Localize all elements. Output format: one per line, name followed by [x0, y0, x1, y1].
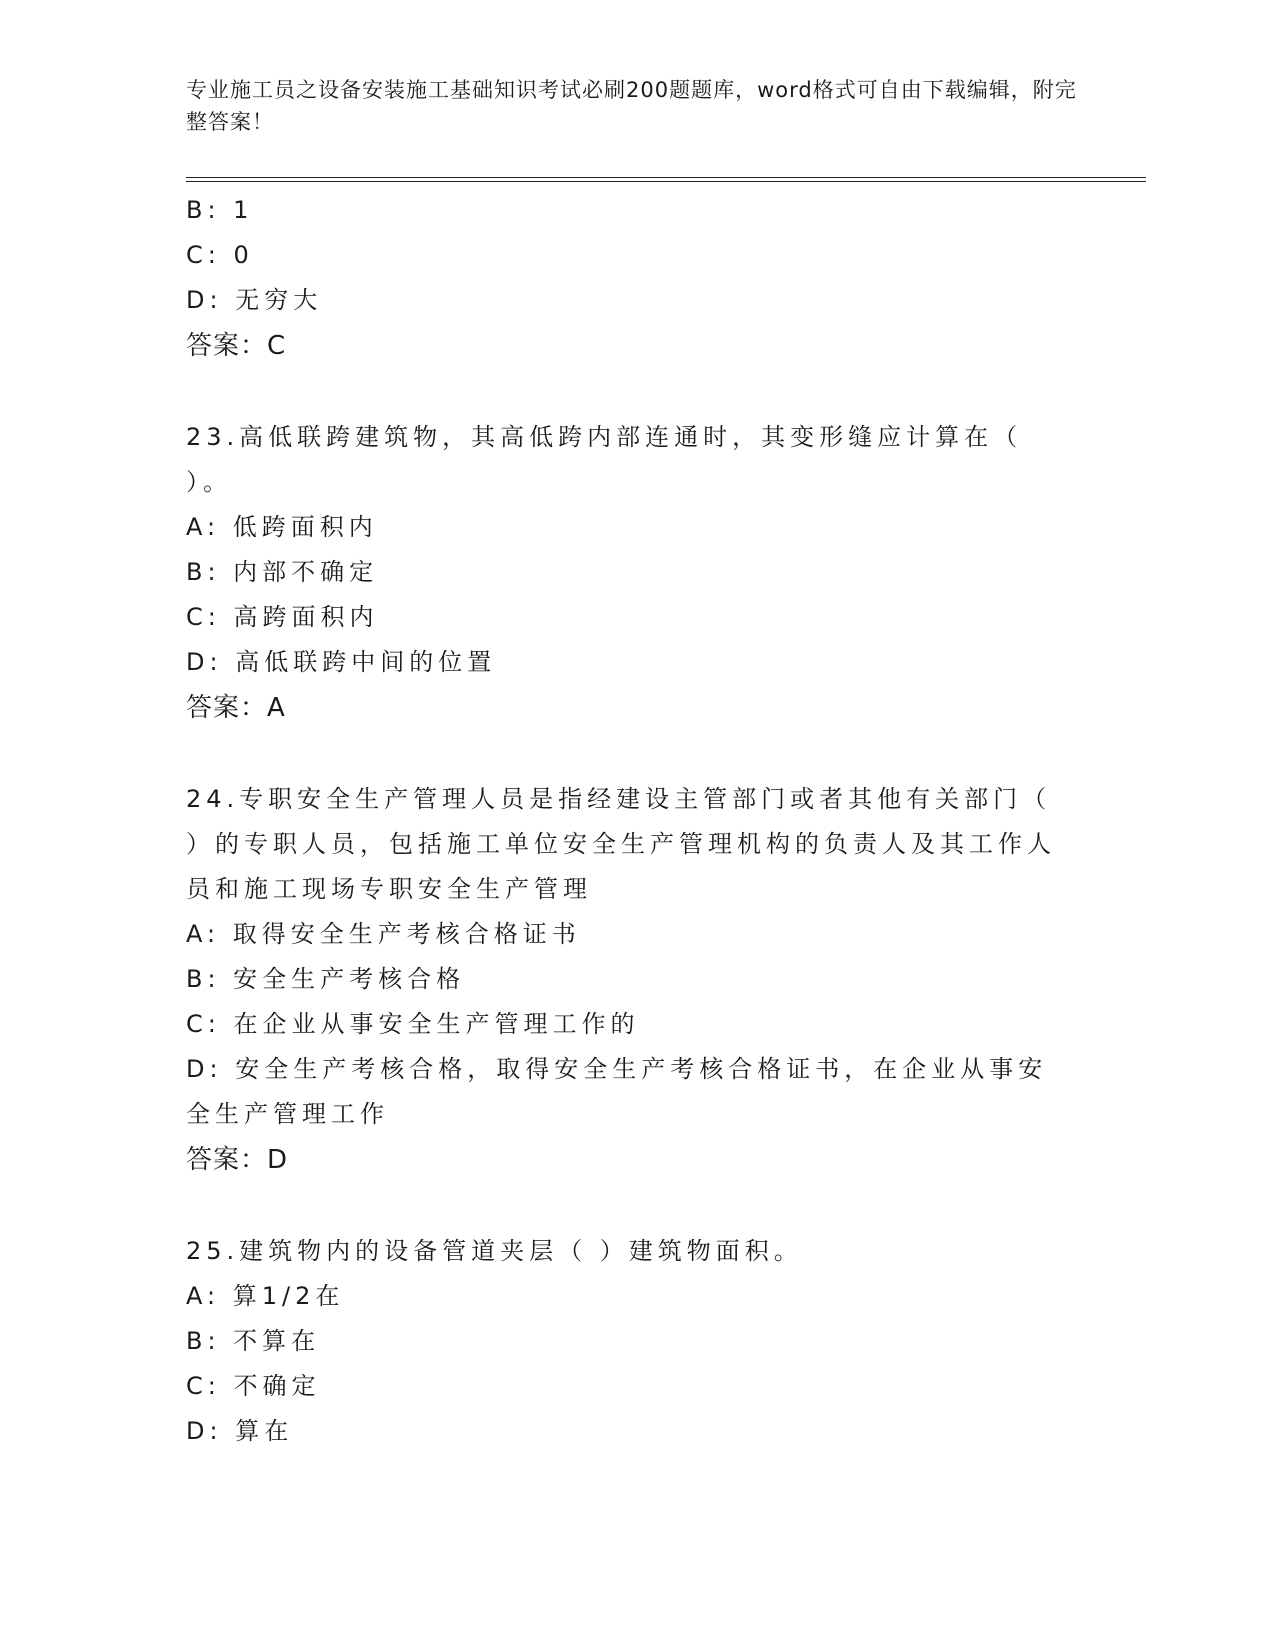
question-text: 23.高低联跨建筑物，其高低跨内部连通时，其变形缝应计算在（ ）。	[186, 423, 1023, 496]
answer: 答案：D	[186, 1145, 289, 1175]
option-a: A: 算1/2在	[186, 1282, 345, 1310]
option-a: A: 低跨面积内	[186, 513, 378, 541]
option-b: B: 不算在	[186, 1327, 321, 1355]
document-title: 专业施工员之设备安装施工基础知识考试必刷200题题库，word格式可自由下载编辑，附完整答案！	[186, 78, 1077, 134]
question-text: 24.专职安全生产管理人员是指经建设主管部门或者其他有关部门（ ）的专职人员，包括施工单位安全生产管理机构的负责人及其工作人员和施工现场专职安全生产管理	[186, 785, 1056, 903]
option-c: C: 在企业从事安全生产管理工作的	[186, 1010, 640, 1038]
option-b: B: 内部不确定	[186, 558, 379, 586]
option-d: D: 安全生产考核合格，取得安全生产考核合格证书，在企业从事安全生产管理工作	[186, 1055, 1048, 1128]
question-25	[186, 1229, 1066, 1454]
question-list	[186, 188, 1066, 1454]
option-c: C: 不确定	[186, 1372, 321, 1400]
option-c: C: 0	[186, 241, 254, 269]
option-d: D: 高低联跨中间的位置	[186, 648, 497, 676]
option-b: B: 1	[186, 196, 254, 224]
question-24	[186, 777, 1066, 1183]
option-d: D: 算在	[186, 1417, 294, 1445]
header-divider	[186, 177, 1146, 182]
question-23	[186, 415, 1066, 731]
answer: 答案：A	[186, 693, 286, 723]
answer: 答案：C	[186, 331, 287, 361]
option-c: C: 高跨面积内	[186, 603, 379, 631]
question-text: 25.建筑物内的设备管道夹层（ ）建筑物面积。	[186, 1237, 803, 1265]
question-22-tail	[186, 188, 1066, 369]
option-d: D: 无穷大	[186, 286, 323, 314]
option-b: B: 安全生产考核合格	[186, 965, 466, 993]
option-a: A: 取得安全生产考核合格证书	[186, 920, 581, 948]
